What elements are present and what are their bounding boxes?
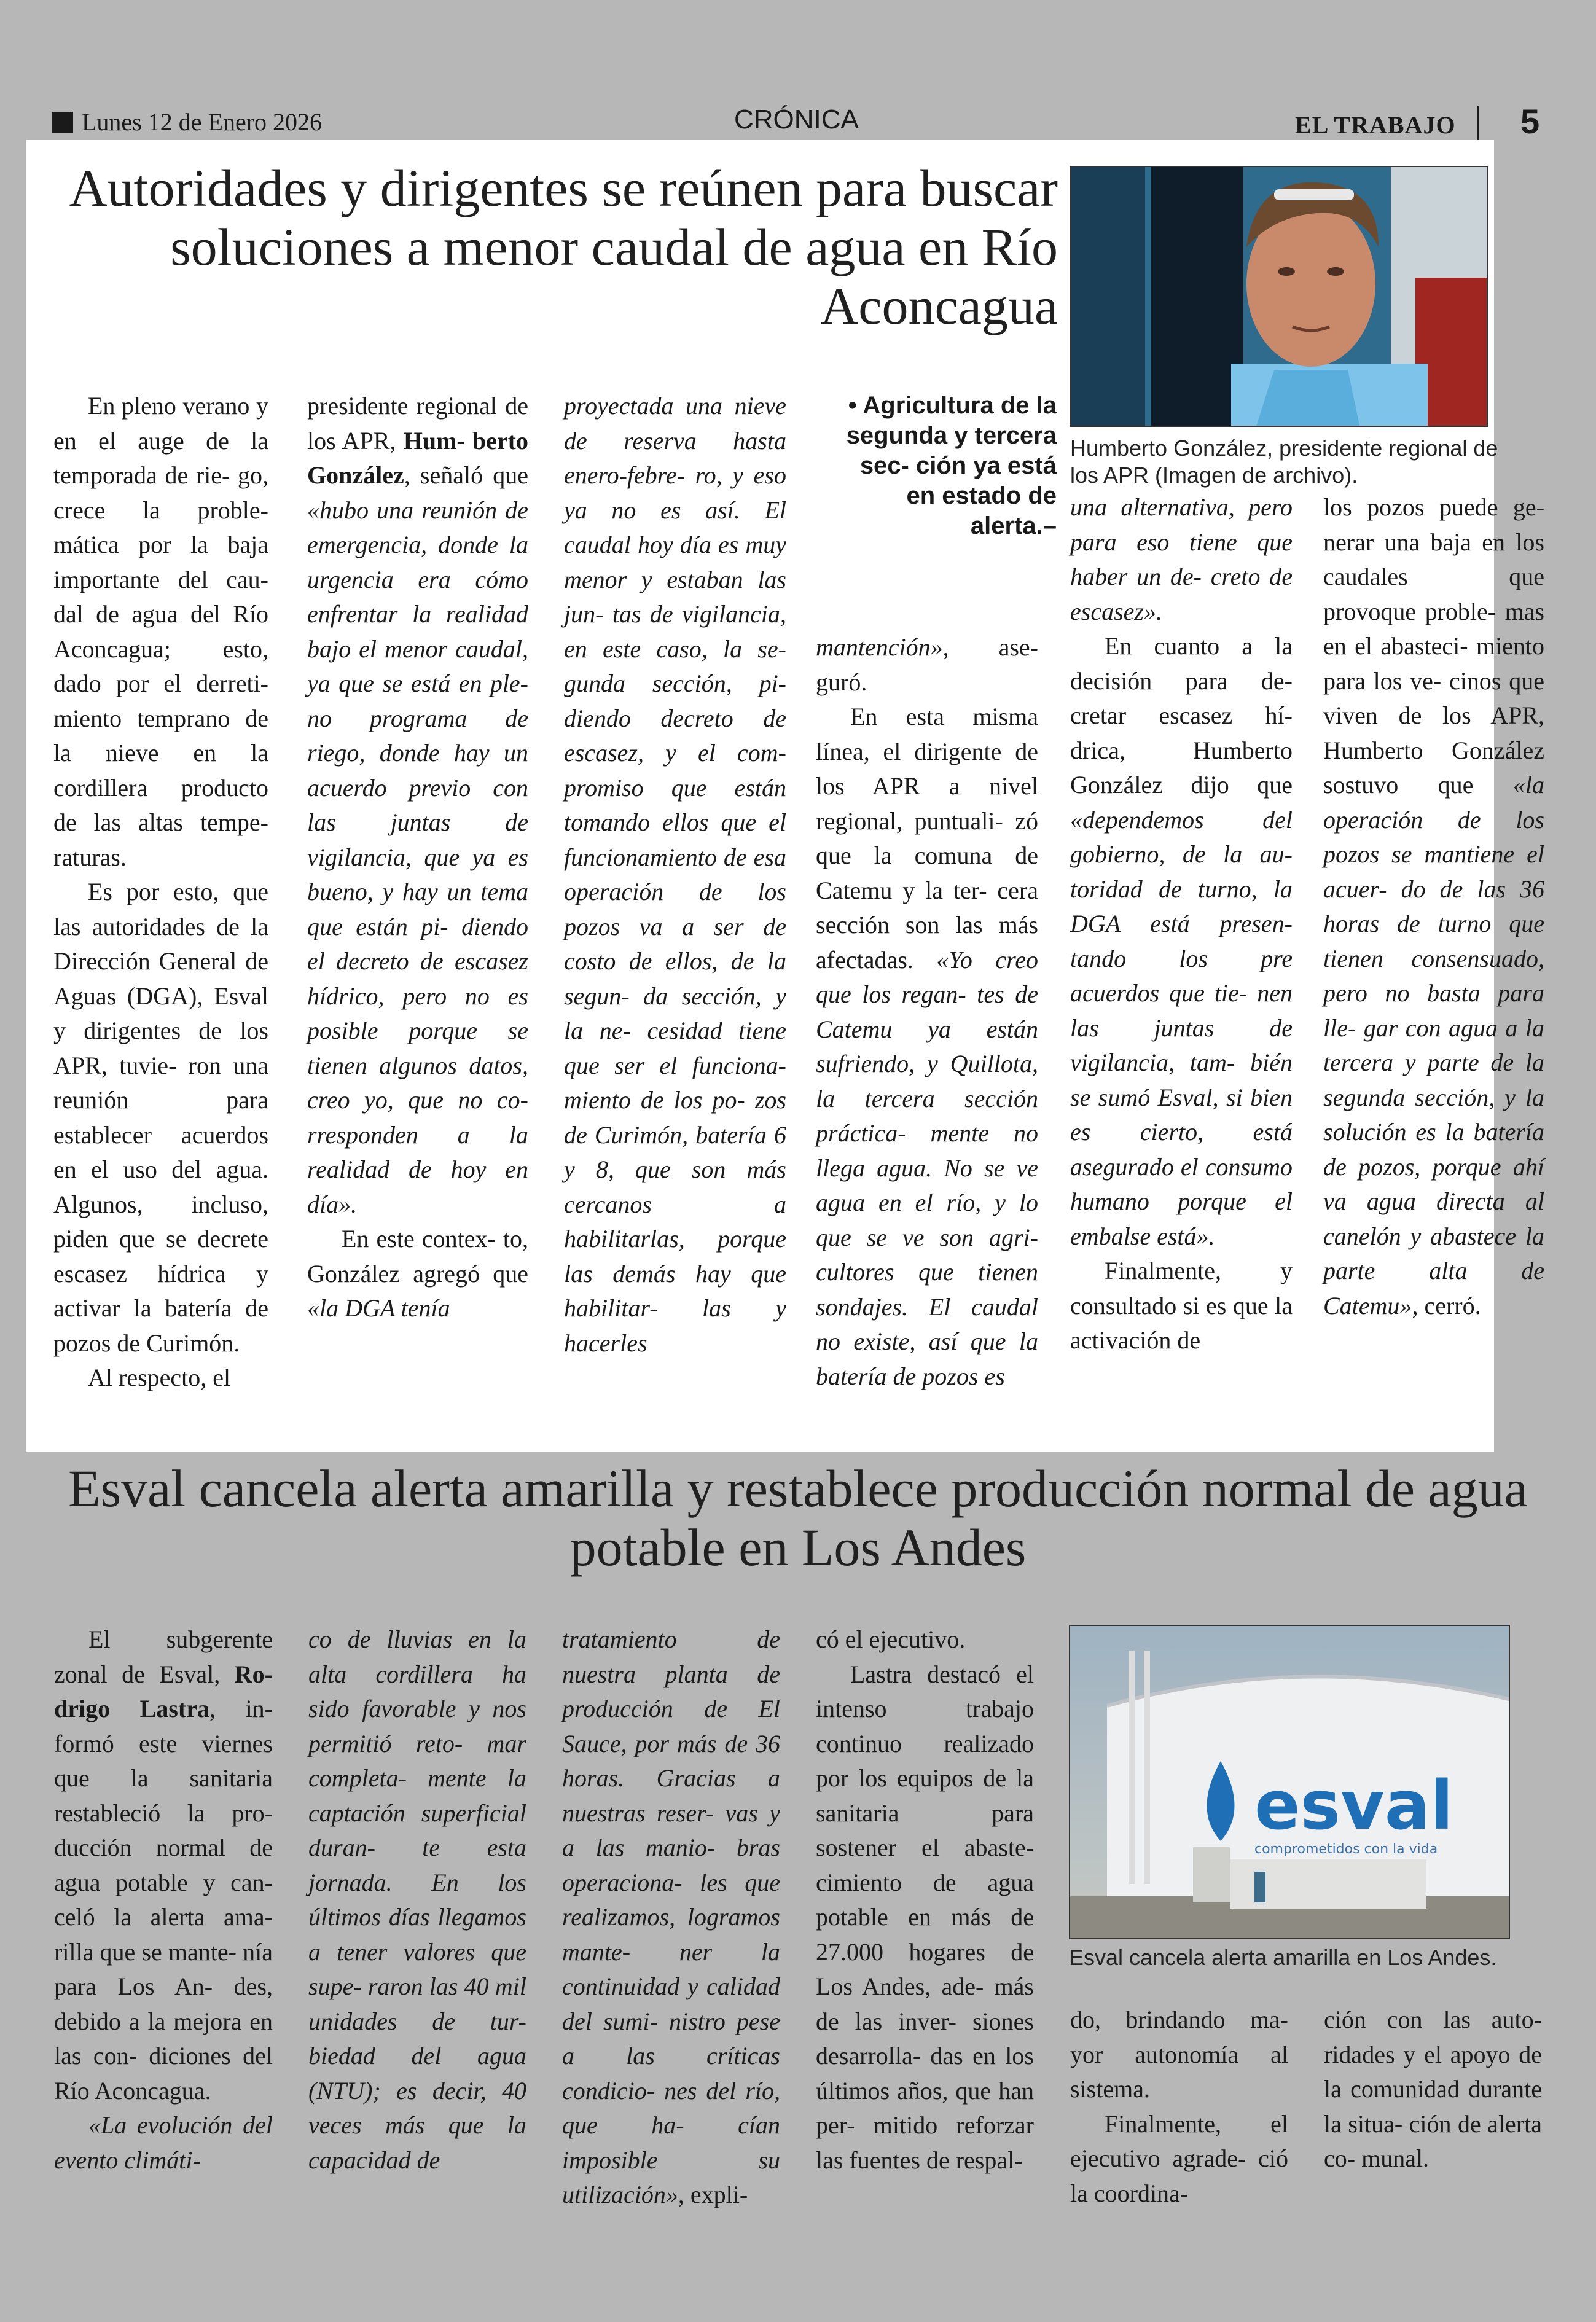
text: En cuanto a la decisión para de- cretar escasez hí- drica, Humberto González dijo que <box>1070 632 1293 799</box>
section-name: CRÓNICA <box>734 104 859 135</box>
text: , in- formó este viernes que la sanitaria restableció la pro- ducción normal de agua potable y can- celó la alerta ama- rilla que se mante- nía para Los An- des, debido a la mejora en las con- diciones del Río Aconcagua. <box>54 1695 273 2105</box>
quote: proyectada una nieve de reserva hasta enero-febre- ro, y eso ya no es así. El caudal hoy día es muy menor y estaban las jun- tas de vigilancia, en este caso, la se- gunda sección, pi- diendo decreto de escasez, y el com- promiso que están tomando ellos que el funcionamiento de esa operación de los pozos va a ser de costo de ellos, de la segun- da sección, y la ne- cesidad tiene que ser el funciona- miento de los po- zos de Curimón, batería 6 y 8, que son más cercanos a habilitarlas, porque las demás hay que habilitar- las y hacerles <box>564 392 786 1357</box>
paragraph: En pleno verano y en el auge de la temporada de rie- go, crece la proble- mática por la baja importante del cau- dal de agua del Río Aconcagua; esto, dado por el derreti- miento temprano de la nieve en la cordillera producto de las altas tempe- raturas. <box>53 392 268 871</box>
photo-caption: Humberto González, presidente regional de los APR (Imagen de archivo). <box>1070 436 1498 488</box>
quote: «Yo creo que los regan- tes de Catemu ya están sufriendo, y Quillota, la tercera sección práctica- mente no llega agua. No se ve agua en el río, y lo que se ve son agri- cultores que tienen sondajes. El caudal no existe, así que la batería de pozos es <box>816 945 1038 1390</box>
esval-logo-text: esval <box>1254 1766 1453 1845</box>
newspaper-name: EL TRABAJO <box>1295 111 1456 139</box>
quote: «La evolución del evento climáti- <box>54 2111 273 2174</box>
header-divider <box>1477 106 1479 144</box>
article2-column-3 <box>562 1622 780 2213</box>
paragraph: có el ejecutivo. <box>816 1625 966 1653</box>
paragraph <box>307 1222 528 1326</box>
paragraph: Al respecto, el <box>88 1364 231 1391</box>
quote: co de lluvias en la alta cordillera ha sido favorable y nos permitió reto- mar completa- mente la captación superficial duran- te esta jornada. En los últimos días llegamos a tener valores que supe- raron las 40 mil unidades de tur- biedad del agua (NTU); es decir, 40 veces más que la capacidad de <box>308 1625 526 2174</box>
article2-column-5 <box>1070 2003 1288 2211</box>
person-name: Ro- drigo Lastra <box>54 1660 273 1722</box>
quote: «la operación de los pozos se mantiene el acuer- do de las 36 horas de turno que tienen consensuado, pero no basta para lle- gar con agua a la tercera y parte de la segunda sección, y la solución es la batería de pozos, porque ahí va agua directa al canelón y abastece la parte alta de Catemu» <box>1323 771 1544 1319</box>
photo2-caption: Esval cancela alerta amarilla en Los Andes. <box>1069 1945 1497 1970</box>
pull-quote: • Agricultura de la segunda y tercera sec- ción ya está en estado de alerta.– <box>846 392 1057 539</box>
paragraph <box>816 630 1038 700</box>
paragraph: Finalmente, el ejecutivo agrade- ció la coordina- <box>1070 2109 1288 2207</box>
article1-column-5 <box>1070 490 1293 1358</box>
paragraph: Lastra destacó el intenso trabajo continuo realizado por los equipos de la sanitaria para sostener el abaste- cimiento de agua potable en más de 27.000 hogares de Los Andes, ade- más de las inver- siones desarrolla- das en los últimos años, que han per- mitido reforzar las fuentes de respal- <box>816 1660 1034 2174</box>
portrait-photo <box>1070 166 1488 427</box>
article-aconcagua <box>26 140 1544 1452</box>
paragraph <box>562 1622 780 2213</box>
header-date <box>52 108 322 136</box>
quote: «hubo una reunión de emergencia, donde la urgencia era cómo enfrentar la realidad bajo el menor caudal, ya que se está en ple- no programa de riego, donde hay un acuerdo previo con las juntas de vigilancia, que ya es bueno, y hay un tema que están pi- diendo el decreto de escasez hídrico, pero no es posible porque se tienen algunos datos, creo yo, que no co- rresponden a la realidad de hoy en día». <box>307 496 528 1218</box>
text: , expli- <box>678 2181 748 2208</box>
text: , ase- guró. <box>816 633 1038 696</box>
esval-logo-tagline: comprometidos con la vida <box>1254 1842 1438 1857</box>
text: , cerró. <box>1412 1291 1481 1319</box>
esval-tank-photo <box>1069 1625 1510 1939</box>
square-bullet-icon <box>52 112 73 133</box>
article2-column-4 <box>816 1622 1034 2178</box>
paragraph: Es por esto, que las autoridades de la Dirección General de Aguas (DGA), Esval y dirigentes de los APR, tuvie- ron una reunión para establecer acuerdos en el uso del agua. Algunos, incluso, piden que se decrete escasez hídrica y activar la batería de pozos de Curimón. <box>53 878 268 1357</box>
quote: «la DGA tenía <box>307 1294 450 1322</box>
article1-column-6 <box>1323 490 1544 1323</box>
article2-column-1 <box>54 1622 273 2178</box>
text: , señaló que <box>404 461 528 489</box>
paragraph <box>1323 490 1544 1323</box>
quote: «dependemos del gobierno, de la au- toridad de turno, la DGA está presen- tando los pre acuerdos que tie- nen las juntas de vigilancia, tam- bién se sumó Esval, si bien es cierto, está asegurado el consumo humano porque el embalse está». <box>1070 805 1293 1250</box>
page-header <box>0 0 1596 144</box>
article1-column-2 <box>307 389 528 1326</box>
article2-column-6 <box>1324 2003 1542 2176</box>
page-number: 5 <box>1520 102 1540 141</box>
text: los pozos puede ge- nerar una baja en los caudales que provoque proble- mas en el abasteci- miento para los ve- cinos que viven de los APR, Humberto González sostuvo que <box>1323 493 1544 799</box>
paragraph <box>307 389 528 1222</box>
text: En este contex- to, González agregó que <box>307 1225 528 1288</box>
quote: tratamiento de nuestra planta de producción de El Sauce, por más de 36 horas. Gracias a nuestras reser- vas y a las manio- bras operaciona- les que realizamos, logramos mante- ner la continuidad y calidad del sumi- nistro pese a las críticas condicio- nes del río, que ha- cían imposible su utilización» <box>562 1625 780 2208</box>
paragraph: Finalmente, y consultado si es que la activación de <box>1070 1257 1293 1354</box>
article1-column-3 <box>564 389 786 1361</box>
text: El subgerente zonal de Esval, <box>54 1625 273 1688</box>
article-title: Autoridades y dirigentes se reúnen para buscar soluciones a menor caudal de agua en Río Aconcagua <box>69 158 1058 335</box>
article1-column-4 <box>816 630 1038 1394</box>
article1-column-1 <box>53 389 268 1396</box>
text: En esta misma línea, el dirigente de los APR a nivel regional, puntuali- zó que la comuna de Catemu y la ter- cera sección son las más afectadas. <box>816 703 1038 974</box>
text: presidente regional de los APR, <box>307 392 528 455</box>
paragraph: do, brindando ma- yor autonomía al sistema. <box>1070 2006 1288 2103</box>
quote: mantención» <box>816 633 943 661</box>
paragraph: ción con las auto- ridades y el apoyo de la comunidad durante la situa- ción de alerta co- munal. <box>1324 2006 1542 2172</box>
article2-column-2 <box>308 1622 526 2178</box>
paragraph <box>816 700 1038 1394</box>
paragraph <box>54 1622 273 2108</box>
header-date-text: Lunes 12 de Enero 2026 <box>82 108 323 136</box>
article2-title: Esval cancela alerta amarilla y restablece producción normal de agua potable en Los Andes <box>68 1459 1528 1577</box>
quote: una alternativa, pero para eso tiene que haber un de- creto de escasez». <box>1070 493 1293 625</box>
paragraph <box>1070 629 1293 1254</box>
person-name: Hum- berto González <box>307 426 528 489</box>
